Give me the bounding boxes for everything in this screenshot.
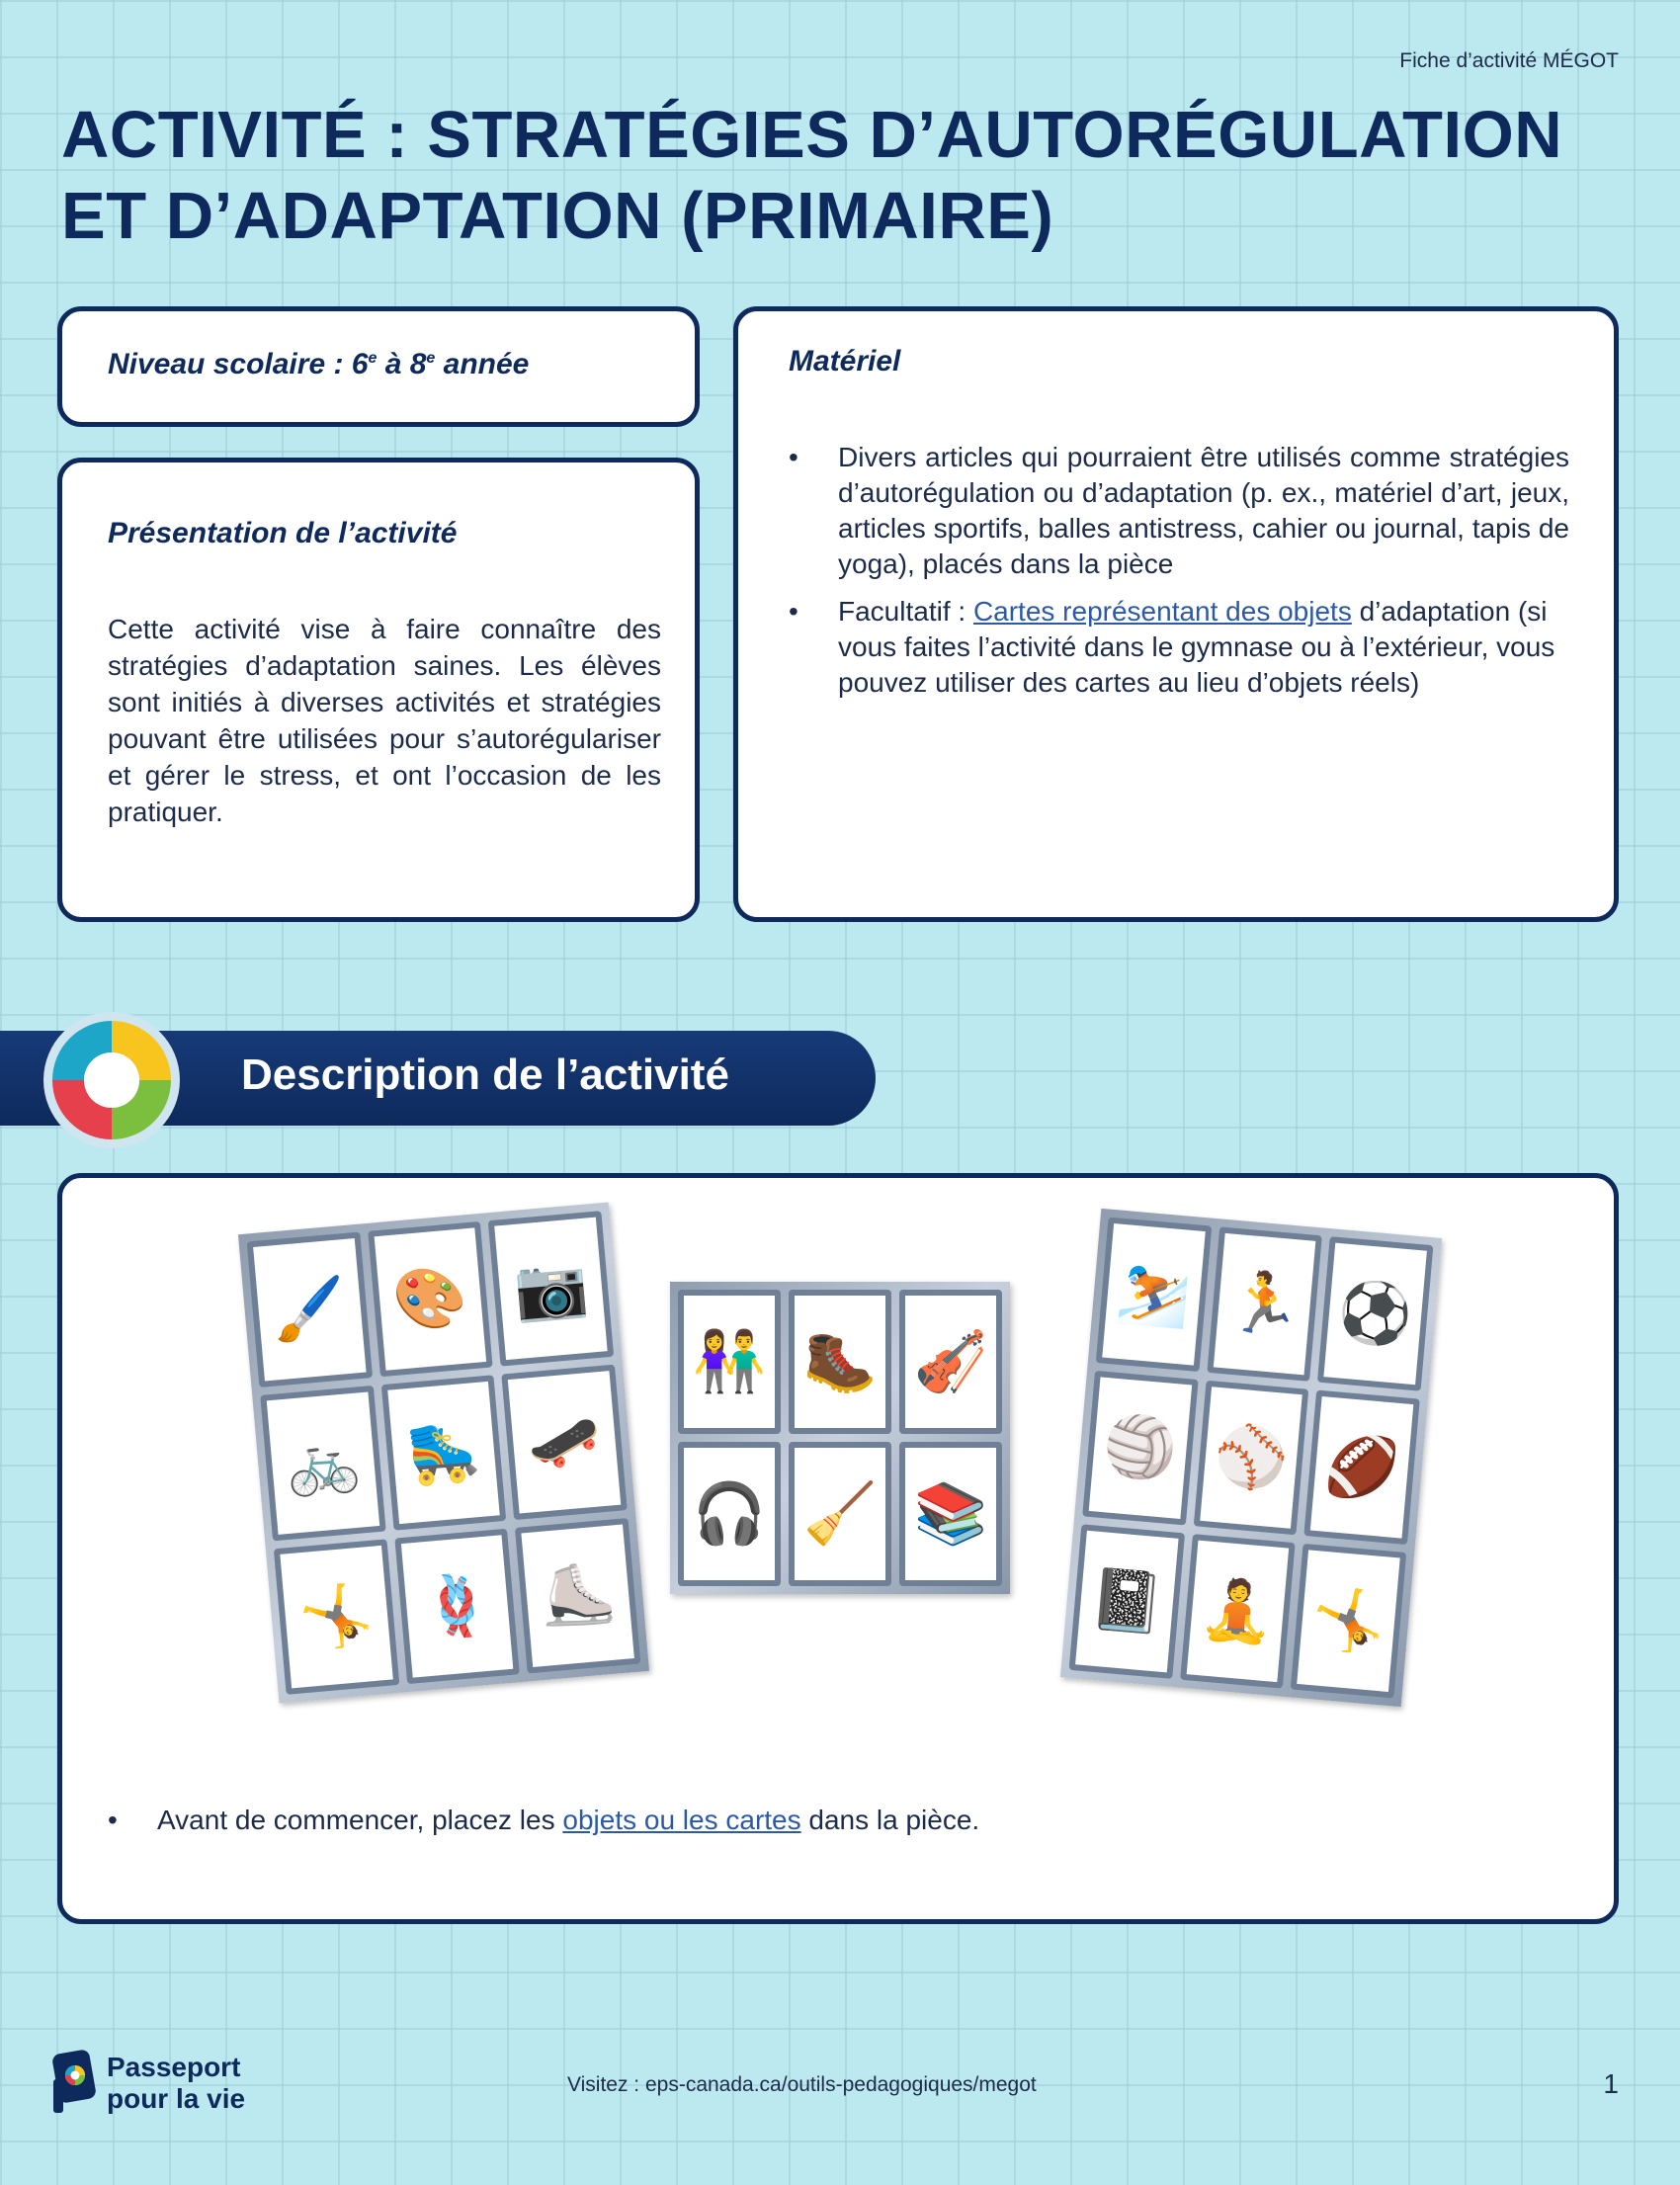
card-sheet-left	[238, 1203, 649, 1704]
presentation-text: Cette activité vise à faire connaître des stratégies d’adaptation saines. Les élèves sont initiés à diverses activités et stratégies pouvant être utilisées pour s’autorégulariser et gérer le stress, et ont l’occasion de les pratiquer.	[108, 614, 661, 827]
activity-card-icon: 📚	[899, 1442, 1002, 1586]
description-item: • Avant de commencer, placez les objets ou les cartes dans la pièce.	[108, 1803, 1551, 1838]
footer-url: Visitez : eps-canada.ca/outils-pedagogiques/megot	[567, 2073, 1037, 2096]
activity-card-icon: 🛹	[502, 1365, 628, 1520]
section-title: Description de l’activité	[241, 1050, 729, 1099]
brand-logo-icon	[51, 2050, 97, 2120]
activity-card-icon: 🎨	[368, 1221, 493, 1377]
activity-card-icon: 🥾	[789, 1290, 891, 1434]
activity-card-icon: 📷	[488, 1211, 614, 1366]
presentation-card	[57, 458, 700, 922]
page-number: 1	[1603, 2068, 1619, 2099]
materiel-heading: Matériel	[789, 345, 901, 378]
grade-level-text: Niveau scolaire : 6e à 8e année	[108, 348, 530, 380]
description-list	[108, 1803, 1551, 1850]
activity-card-icon: 🧹	[789, 1442, 891, 1586]
activity-card-icon: 🖌️	[247, 1232, 373, 1387]
ring-logo-icon	[43, 1012, 180, 1148]
activity-card-icon: 🤸	[274, 1539, 399, 1694]
materiel-item: • Facultatif : Cartes représentant des objets d’adaptation (si vous faites l’activité dans le gymnase ou à l’extérieur, vous pouvez utiliser des cartes au lieu d’objets réels)	[789, 594, 1569, 701]
activity-card-icon: 🪢	[394, 1529, 520, 1684]
activity-card-icon: 🎧	[678, 1442, 781, 1586]
description-card	[57, 1173, 1619, 1924]
activity-card-icon: ⚽	[1317, 1236, 1433, 1391]
presentation-heading: Présentation de l’activité	[108, 517, 458, 549]
activity-card-icon: 🚲	[260, 1386, 385, 1541]
cards-link[interactable]: Cartes représentant des objets	[972, 596, 1352, 627]
activity-card-icon: ⚾	[1193, 1381, 1308, 1536]
materiel-card	[733, 306, 1619, 922]
activity-card-icon: 🏃	[1207, 1226, 1322, 1382]
activity-card-icon: 🎻	[899, 1290, 1002, 1434]
brand-name: Passeport pour la vie	[107, 2052, 246, 2114]
activity-card-icon: 🏈	[1304, 1390, 1420, 1546]
grade-level-card	[57, 306, 700, 427]
activity-card-icon: 🧘	[1180, 1534, 1296, 1689]
activity-card-icon: ⛸️	[515, 1518, 640, 1673]
activity-card-icon: ⛷️	[1096, 1217, 1212, 1372]
card-sheet-right	[1060, 1209, 1442, 1707]
objects-cards-link[interactable]: objets ou les cartes	[562, 1805, 801, 1835]
card-sheet-center	[670, 1282, 1010, 1594]
activity-card-icon: 👫	[678, 1290, 781, 1434]
activity-card-icon: 🤸	[1291, 1544, 1406, 1699]
materiel-list	[789, 440, 1569, 713]
page-title: ACTIVITÉ : STRATÉGIES D’AUTORÉGULATION ET D’ADAPTATION (PRIMAIRE)	[61, 98, 1563, 253]
activity-card-icon: 📓	[1069, 1524, 1185, 1679]
activity-card-icon: 🛼	[380, 1375, 506, 1530]
document-label: Fiche d’activité MÉGOT	[1399, 49, 1619, 72]
materiel-item: • Divers articles qui pourraient être utilisés comme stratégies d’autorégulation ou d’adaptation (p. ex., matériel d’art, jeux, articles sportifs, balles antistress, cahier ou journal, tapis de yoga), placés dans la pièce	[789, 440, 1569, 582]
activity-card-icon: 🏐	[1082, 1371, 1198, 1526]
